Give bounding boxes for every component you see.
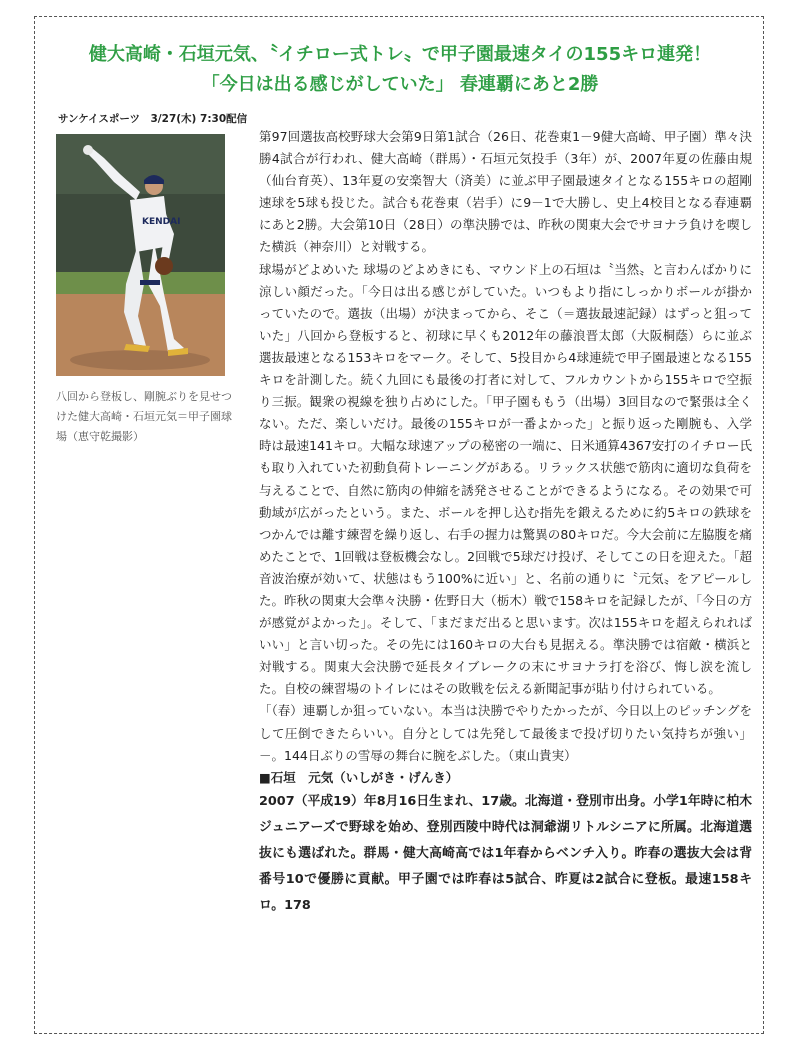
article-paragraph-2: 球場がどよめいた 球場のどよめきにも、マウンド上の石垣は〝当然〟と言わんばかりに涼しい顔だった。「今日は出る感じがしていた。いつもより指にしっかりボールが掛かっていたので。選抜（出場）が決まってから、そこ（＝選抜最速記録）はずっと狙っていた」八回から登板すると、初球に早くも2012年の藤浪晋太郎（大阪桐蔭）らに並ぶ選抜最速となる153キロをマーク。そして、5投目から4球連続で甲子園最速となる155キロを計測した。続く九回にも最後の打者に対して、フルカウントから155キロで空振り三振。観衆の視線を独り占めにした。「甲子園ももう（出場）3回目なので緊張は全くない。ただ、楽しいだけ。最後の155キロが一番よかった」と振り返った剛腕も、入学時は最速141キロ。大幅な球速アップの秘密の一端に、日米通算4367安打のイチロー氏も取り入れていた初動負荷トレーニングがある。リラックス状態で筋肉に適切な負荷を与えることで、自然に筋肉の伸縮を誘発させることができるようになる。その効果で可動域が広がったという。また、ボールを押し込む指先を鍛えるために約5キロの鉄球をつかんでは離す練習を繰り返し、右手の握力は驚異の80キロだ。今大会前に左脇腹を痛めたことで、1回戦は登板機会なし。2回戦で5球だけ投げ、そしてこの日を迎えた。「超音波治療が効いて、状態はもう100%に近い」と、名前の通りに〝元気〟をアピールした。昨秋の関東大会準々決勝・佐野日大（栃木）戦で158キロを記録したが、「今日の方が感覚がよかった」。そして、「まだまだ出ると思います。次は155キロを超えられればいい」と言い切った。その先には160キロの大台も見据える。準決勝では宿敵・横浜と対戦する。関東大会決勝で延長タイブレークの末にサヨナラ打を浴び、悔し涙を流した。自校の練習場のトイレにはその敗戦を伝える新聞記事が貼り付けられている。: [259, 261, 752, 697]
uniform-lettering: KENDAI: [142, 217, 181, 227]
article-paragraph-1: 第97回選抜高校野球大会第9日第1試合（26日、花巻東1－9健大高崎、甲子園）準々決勝4試合が行われ、健大高崎（群馬）・石垣元気投手（3年）が、2007年夏の佐藤由規（仙台育英）、13年夏の安楽智大（済美）に並ぶ甲子園最速タイとなる155キロの超剛速球を5球も投じた。試合も花巻東（岩手）に9－1で大勝し、史上4校目となる春連覇にあと2勝。大会第10日（28日）の準決勝では、昨秋の関東大会でサヨナラ負けを喫した横浜（神奈川）と対戦する。: [259, 129, 752, 255]
article-paragraph-3: 「（春）連覇しか狙っていない。本当は決勝でやりたかったが、今日以上のピッチングをして圧倒できたらいい。自分としては先発して最後まで投げ切りたい気持ちが強い」－。144日ぶりの雪辱の舞台に腕をぶした。（東山貴実）: [259, 703, 752, 763]
pitcher-photo: [56, 134, 225, 376]
headline: [40, 40, 760, 100]
pitcher-photo-illustration: [56, 134, 225, 376]
article-body: [259, 126, 752, 919]
photo-caption: 八回から登板し、剛腕ぶりを見せつけた健大高崎・石垣元気＝甲子園球場（恵守乾撮影）: [56, 390, 232, 443]
profile-heading: ■石垣 元気（いしがき・げんき）: [259, 769, 459, 785]
headline-line-2: 「今日は出る感じがしていた」 春連覇にあと2勝: [201, 74, 599, 95]
headline-line-1: 健大高崎・石垣元気、〝イチロー式トレ〟で甲子園最速タイの155キロ連発！: [88, 44, 712, 65]
profile-body: 2007（平成19）年8月16日生まれ、17歳。北海道・登別市出身。小学1年時に柏木ジュニアーズで野球を始め、登別西陵中時代は洞爺湖リトルシニアに所属。北海道選抜にも選ばれた。群馬・健大高崎高では1年春からベンチ入り。昨春の選抜大会は背番号10で優勝に貢献。甲子園では昨春は5試合、昨夏は2試合に登板。最速158キロ。178: [259, 793, 752, 913]
source-byline: サンケイスポーツ 3/27(木) 7:30配信: [58, 113, 248, 125]
